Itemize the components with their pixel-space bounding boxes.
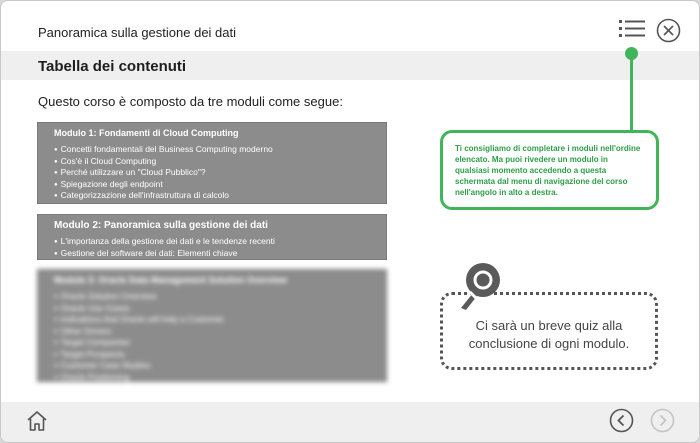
section-header (1, 51, 699, 80)
module-topic: ● Cos'è il Cloud Computing (54, 156, 370, 168)
chevron-right-circle-icon (650, 408, 675, 433)
module-topic: ● L'importanza della gestione dei dati e le tendenze recenti (54, 236, 370, 248)
module-topic: ● Oracle Use Cases (54, 303, 370, 315)
module-topic: ● Indications that Oracle will help a Customer (54, 314, 370, 326)
tip-text: Ti consigliamo di completare i moduli nell'ordine elencato. Ma puoi rivedere un modulo in qualsiasi momento accedendo a questa schermata dal menu di navigazione del corso nell'angolo in alto a destra. (455, 144, 641, 197)
module-topic: ● Customer Case Studies (54, 360, 370, 372)
header-bar (1, 1, 699, 51)
module-card-1 (37, 122, 387, 204)
section-title: Tabella dei contenuti (38, 58, 187, 75)
callout-connector (630, 53, 633, 133)
module-topic-list (54, 291, 370, 383)
intro-text: Questo corso è composto da tre moduli come segue: (38, 94, 343, 109)
footer-bar (1, 402, 699, 442)
module-topic: ● Target Prospects (54, 349, 370, 361)
module-topic: ● Categorizzazione dell'infrastruttura di calcolo (54, 190, 370, 202)
module-topic: ● Target Companies (54, 337, 370, 349)
list-menu-icon[interactable] (617, 17, 647, 43)
module-title: Module 3: Oracle Data Management Solution Overview (54, 275, 288, 285)
close-icon[interactable] (656, 18, 681, 43)
pushpin-icon (457, 262, 501, 312)
module-topic-list (54, 236, 370, 259)
module-topic: ● Oracle Solution Overview (54, 291, 370, 303)
home-icon[interactable] (25, 409, 49, 433)
module-topic: ● Other Drivers (54, 326, 370, 338)
module-title: Modulo 1: Fondamenti di Cloud Computing (54, 128, 239, 138)
quiz-text: Ci sarà un breve quiz alla conclusione di ogni modulo. (468, 318, 630, 351)
module-card-2 (37, 214, 387, 260)
module-topic: ● Oracle Positioning (54, 372, 370, 384)
module-topic: ● Spiegazione degli endpoint (54, 179, 370, 191)
module-card-3-locked (37, 269, 387, 382)
module-topic: ● Concetti fondamentali del Business Computing moderno (54, 144, 370, 156)
course-title: Panoramica sulla gestione dei dati (38, 25, 237, 40)
module-title: Modulo 2: Panoramica sulla gestione dei dati (54, 220, 268, 231)
chevron-left-circle-icon[interactable] (609, 408, 634, 433)
module-topic: ● Gestione del software dei dati: Elementi chiave (54, 248, 370, 260)
callout-dot (625, 47, 638, 60)
module-topic-list (54, 144, 370, 202)
module-topic: ● Perché utilizzare un "Cloud Pubblico"? (54, 167, 370, 179)
navigation-tip-callout (440, 130, 659, 210)
